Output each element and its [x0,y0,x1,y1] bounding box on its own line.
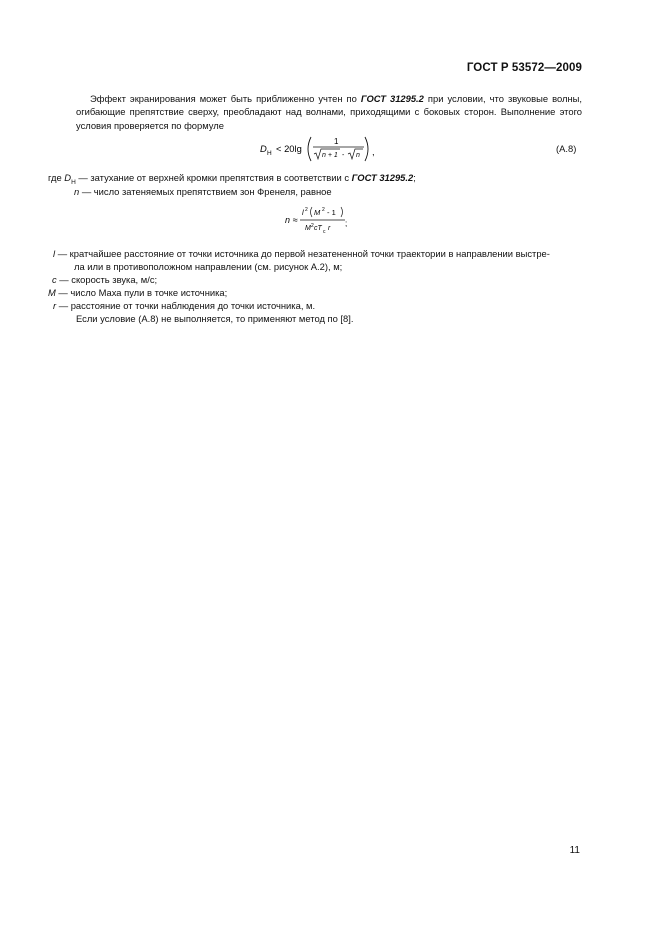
definition-item [52,273,157,286]
definition-item [48,286,227,299]
definition-text: ла или в противоположном направлении (см. рисунок А.2), м; [74,261,343,272]
definition-symbol: l [53,248,56,259]
equation-number: (А.8) [556,143,577,154]
formula-a8-den-term2: n [356,152,360,159]
definition-text: — скорость звука, м/с; [56,274,158,285]
page-number: 11 [569,845,580,856]
formula-a8 [260,134,380,166]
formula-n-paren-r [341,207,343,217]
formula-n-den-r: r [328,225,331,232]
intro-paragraph [76,92,582,132]
dh-subscript: H [71,178,76,186]
document-id-header: ГОСТ Р 53572—2009 [466,62,582,74]
formula-n-den-sub: c [323,229,326,235]
definition-text: — расстояние от точки наблюдения до точки источника, м. [56,300,316,311]
left-paren [308,137,311,161]
definition-symbol: c [52,274,57,285]
dh-text: — затухание от верхней кромки препятствия в соответствии с [75,172,352,183]
definition-item [53,299,315,312]
formula-n-den-exp: 2 [311,223,314,229]
definition-text: — кратчайшее расстояние от точки источника до первой незатененной точки траектории в направлении выстре- [55,248,550,259]
definition-item [74,260,342,273]
standard-reference: ГОСТ 31295.2 [360,93,424,104]
formula-a8-numerator: 1 [334,137,339,146]
formula-a8-den-sep: - [342,152,345,159]
n-definition [74,185,332,198]
formula-n-lhs: n ≈ [285,215,298,225]
formula-n-paren-l [311,207,313,217]
formula-n-num-m: M [314,208,321,217]
formula-a8-trailing: , [372,146,375,157]
n-symbol: n [74,186,80,197]
dh-symbol: D [64,172,72,183]
formula-n-den-rest: cT [314,225,322,232]
dh-text-end: ; [413,172,416,183]
formula-a8-relation: < 20lg [276,143,302,154]
formula-n-trailing: ; [345,219,348,228]
where-label: где [48,172,62,183]
definition-symbol: M [48,287,56,298]
formula-a8-den-term1: n + 1 [322,152,338,159]
formula-n-den-m: M [305,225,311,232]
right-paren [365,137,368,161]
definition-text: — число Маха пули в точке источника; [55,287,228,298]
formula-n-num-minus: - 1 [327,208,336,217]
intro-text-start: Эффект экранирования может быть приближенно учтен по [90,93,361,104]
formula-n-svg [285,203,365,237]
formula-n-num-m-exp: 2 [322,207,325,213]
formula-a8-svg [260,134,380,164]
n-text: — число затеняемых препятствием зон Френеля, равное [79,186,332,197]
formula-a8-lhs-sub: H [267,150,272,157]
formula-n-num-exp: 2 [305,207,308,213]
definition-item [53,247,550,260]
dh-standard-reference: ГОСТ 31295.2 [351,172,414,183]
definition-symbol: r [53,300,57,311]
closing-sentence: Если условие (А.8) не выполняется, то применяют метод по [8]. [76,313,354,324]
formula-n-num-l: l [302,208,304,217]
formula-a8-lhs: D [260,143,267,154]
formula-n [285,203,365,239]
intro-text-end: при условии, что звуковые волны, огибающие препятствие сверху, преобладают над волнами, приходящими с боковых сторон. Выполнение этого условия проверяется по формуле [76,93,582,131]
